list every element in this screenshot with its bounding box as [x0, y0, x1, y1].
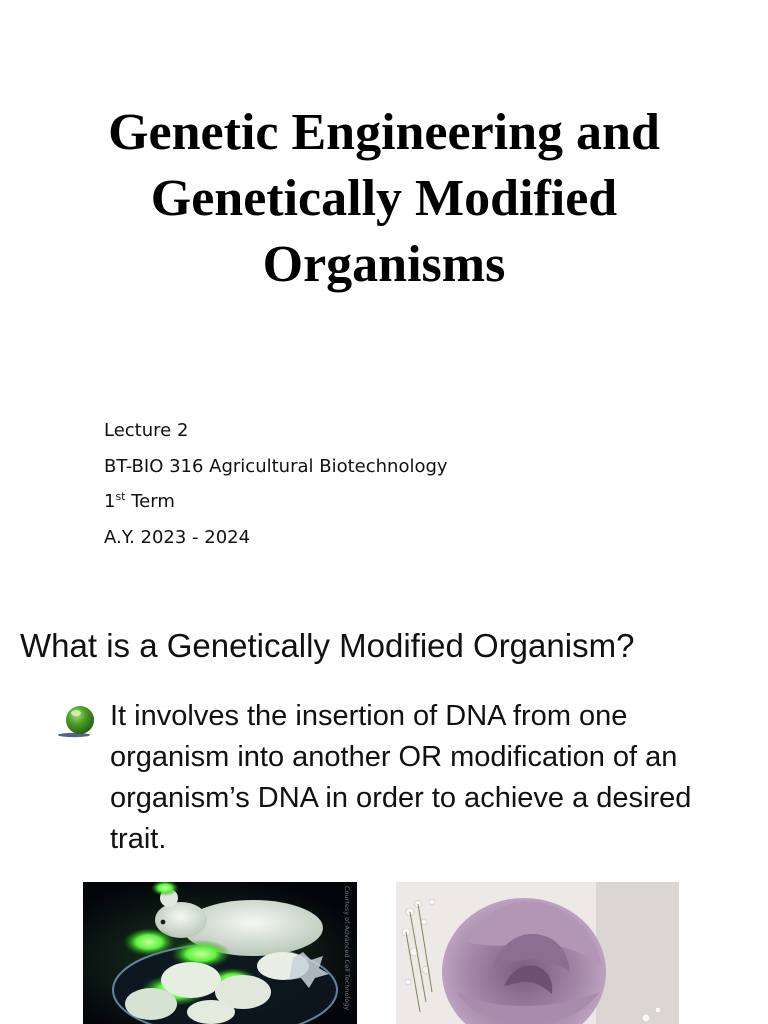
lecture-info — [104, 413, 448, 555]
photo-credit: Courtesy of Advanced Cell Technology — [343, 886, 351, 1011]
term-word: Term — [125, 491, 175, 512]
academic-year: A.Y. 2023 - 2024 — [104, 526, 251, 548]
course-name: BT-BIO 316 Agricultural Biotechnology — [104, 455, 448, 477]
slide-heading: What is a Genetically Modified Organism? — [20, 627, 635, 664]
glowing-mice-photo — [83, 882, 357, 1024]
bullet-text: It involves the insertion of DNA from one organism into another OR modification of an organism’s DNA in order to achieve a desired trait. — [110, 700, 692, 855]
content-slide — [0, 576, 768, 1024]
slide-title-line: Genetically Modified — [150, 170, 618, 227]
term — [104, 484, 448, 520]
lecture-number: Lecture 2 — [104, 420, 189, 441]
purple-rose-photo — [396, 882, 679, 1024]
term-number: 1 — [104, 491, 116, 512]
term-ordinal-suffix: st — [115, 490, 126, 503]
slide-title-line: Organisms — [262, 236, 506, 293]
green-orb-bullet-icon — [56, 703, 98, 739]
slide-title-line: Genetic Engineering and — [108, 104, 660, 161]
slide-title — [20, 100, 748, 298]
